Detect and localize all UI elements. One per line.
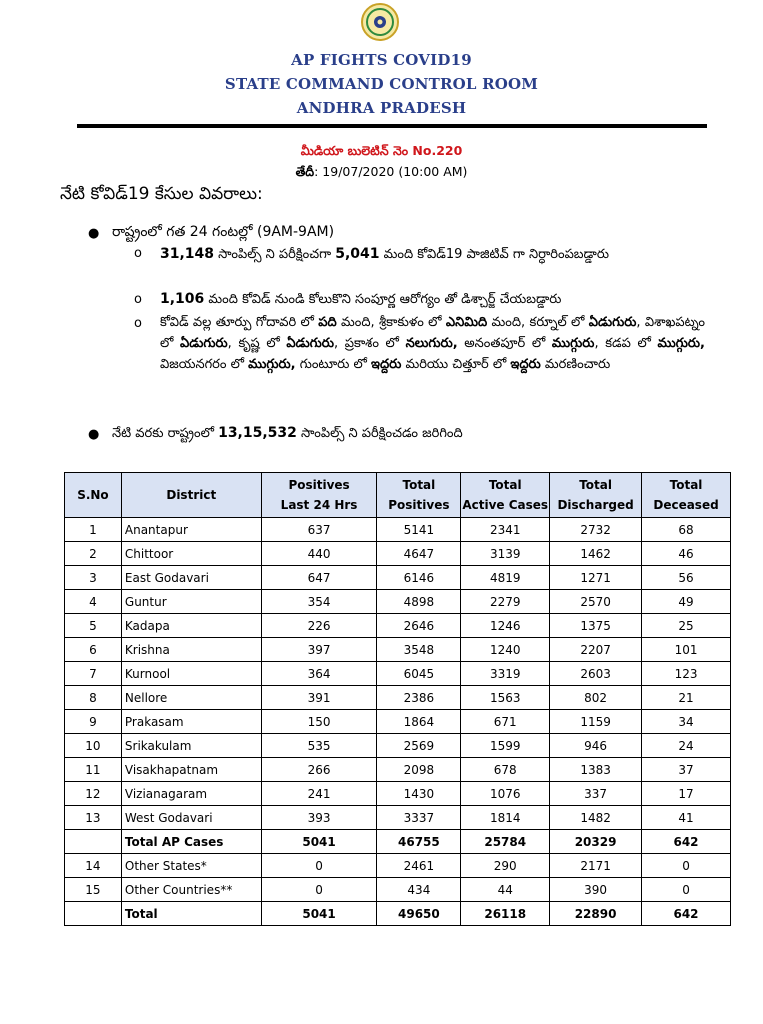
cell-total-positives: 2098: [377, 758, 461, 782]
district-cases-table: [64, 472, 731, 926]
sub-bullet-marker: o: [134, 316, 142, 331]
table-row: [65, 590, 731, 614]
table-row: [65, 830, 731, 854]
cell-active-cases: 4819: [461, 566, 550, 590]
table-row: [65, 638, 731, 662]
cell-active-cases: 678: [461, 758, 550, 782]
cell-deceased: 25: [642, 614, 731, 638]
table-header-row: [65, 473, 731, 518]
cell-sno: [65, 830, 122, 854]
cell-active-cases: 290: [461, 854, 550, 878]
cell-active-cases: 2341: [461, 518, 550, 542]
cell-positives-24h: 0: [261, 854, 377, 878]
cell-sno: 13: [65, 806, 122, 830]
cell-total-positives: 2461: [377, 854, 461, 878]
cell-deceased: 24: [642, 734, 731, 758]
cell-total-positives: 434: [377, 878, 461, 902]
table-row: [65, 686, 731, 710]
cell-district: Chittoor: [121, 542, 261, 566]
sub-bullet-marker: o: [134, 246, 142, 261]
cell-total-positives: 3548: [377, 638, 461, 662]
table-row: [65, 542, 731, 566]
table-row: [65, 710, 731, 734]
cell-positives-24h: 150: [261, 710, 377, 734]
cell-active-cases: 1599: [461, 734, 550, 758]
cell-district: Visakhapatnam: [121, 758, 261, 782]
cell-positives-24h: 266: [261, 758, 377, 782]
cell-sno: 1: [65, 518, 122, 542]
ap-state-emblem-icon: [360, 2, 400, 42]
sub-bullet-marker: o: [134, 292, 142, 307]
cell-discharged: 2171: [550, 854, 642, 878]
cell-deceased: 123: [642, 662, 731, 686]
date-label: తేదీ: [295, 164, 315, 179]
col-header-deceased: Total Deceased: [642, 473, 731, 518]
cell-total-positives: 2386: [377, 686, 461, 710]
cell-sno: 11: [65, 758, 122, 782]
cell-deceased: 37: [642, 758, 731, 782]
cell-active-cases: 1076: [461, 782, 550, 806]
cell-total-positives: 2646: [377, 614, 461, 638]
bullet-1-intro: రాష్ట్రంలో గత 24 గంటల్లో (9AM-9AM): [112, 224, 335, 240]
cell-sno: 10: [65, 734, 122, 758]
cell-deceased: 101: [642, 638, 731, 662]
cell-district: Other States*: [121, 854, 261, 878]
cell-positives-24h: 226: [261, 614, 377, 638]
table-row: [65, 878, 731, 902]
sub-bullet-3: కోవిడ్ వల్ల తూర్పు గోదావరి లో పది మంది, శ్రీకాకుళం లో ఎనిమిది మంది, కర్నూల్ లో ఏడుగురు, విశాఖపట్నం లో ఏడుగురు, కృష్ణ లో ఏడుగురు, ప్రకాశం లో నలుగురు, అనంతపూర్ లో ముగ్గురు, కడప లో ముగ్గురు, విజయనగరం లో ముగ్గురు, గుంటూరు లో ఇద్దరు మరియు చిత్తూర్ లో ఇద్దరు మరణించారు: [160, 315, 706, 372]
cell-sno: 5: [65, 614, 122, 638]
cell-active-cases: 671: [461, 710, 550, 734]
cell-sno: 2: [65, 542, 122, 566]
cell-active-cases: 3319: [461, 662, 550, 686]
cell-discharged: 2732: [550, 518, 642, 542]
cell-positives-24h: 637: [261, 518, 377, 542]
bullet-marker: ●: [88, 226, 100, 241]
cell-sno: [65, 902, 122, 926]
cell-sno: 9: [65, 710, 122, 734]
cell-positives-24h: 5041: [261, 830, 377, 854]
cell-total-positives: 5141: [377, 518, 461, 542]
date-value: : 19/07/2020 (10:00 AM): [314, 164, 468, 179]
cell-discharged: 337: [550, 782, 642, 806]
cell-positives-24h: 440: [261, 542, 377, 566]
cell-active-cases: 1563: [461, 686, 550, 710]
col-header-discharged: Total Discharged: [550, 473, 642, 518]
col-header-active-cases: Total Active Cases: [461, 473, 550, 518]
bullet-marker: ●: [88, 427, 100, 442]
cell-district: Anantapur: [121, 518, 261, 542]
table-row: [65, 806, 731, 830]
cell-deceased: 46: [642, 542, 731, 566]
cell-active-cases: 1246: [461, 614, 550, 638]
sub-bullet-2: 1,106 మంది కోవిడ్ నుండి కోలుకొని సంపూర్ణ ఆరోగ్యం తో డిశ్చార్జ్ చేయబడ్డారు: [160, 291, 562, 307]
cell-positives-24h: 241: [261, 782, 377, 806]
header-line-2: STATE COMMAND CONTROL ROOM: [224, 75, 539, 93]
cell-total-positives: 3337: [377, 806, 461, 830]
cell-district: East Godavari: [121, 566, 261, 590]
cell-deceased: 21: [642, 686, 731, 710]
cell-active-cases: 2279: [461, 590, 550, 614]
bulletin-number: మీడియా బులెటిన్ నెం No.220: [300, 143, 463, 158]
cell-active-cases: 1814: [461, 806, 550, 830]
cell-discharged: 1375: [550, 614, 642, 638]
col-header-district: District: [121, 473, 261, 518]
cell-district: Vizianagaram: [121, 782, 261, 806]
cell-positives-24h: 5041: [261, 902, 377, 926]
cell-active-cases: 25784: [461, 830, 550, 854]
cell-discharged: 1159: [550, 710, 642, 734]
cell-sno: 14: [65, 854, 122, 878]
cell-positives-24h: 647: [261, 566, 377, 590]
cell-total-positives: 6146: [377, 566, 461, 590]
table-row: [65, 518, 731, 542]
cell-deceased: 0: [642, 878, 731, 902]
cell-sno: 7: [65, 662, 122, 686]
header-line-3: ANDHRA PRADESH: [296, 99, 467, 117]
cell-district: Guntur: [121, 590, 261, 614]
cell-deceased: 41: [642, 806, 731, 830]
cell-district: Prakasam: [121, 710, 261, 734]
table-row: [65, 758, 731, 782]
cell-deceased: 34: [642, 710, 731, 734]
cell-active-cases: 1240: [461, 638, 550, 662]
col-header-positives-24h: Positives Last 24 Hrs: [261, 473, 377, 518]
cell-total-positives: 1430: [377, 782, 461, 806]
table-row: [65, 566, 731, 590]
cell-discharged: 390: [550, 878, 642, 902]
cell-district: Kurnool: [121, 662, 261, 686]
cell-active-cases: 26118: [461, 902, 550, 926]
cell-sno: 12: [65, 782, 122, 806]
cell-discharged: 1462: [550, 542, 642, 566]
cell-sno: 15: [65, 878, 122, 902]
cell-discharged: 2570: [550, 590, 642, 614]
cell-discharged: 2207: [550, 638, 642, 662]
table-row: [65, 854, 731, 878]
cell-deceased: 0: [642, 854, 731, 878]
cell-district: Total: [121, 902, 261, 926]
cell-sno: 3: [65, 566, 122, 590]
cell-positives-24h: 393: [261, 806, 377, 830]
cell-total-positives: 4647: [377, 542, 461, 566]
cell-positives-24h: 391: [261, 686, 377, 710]
cell-sno: 4: [65, 590, 122, 614]
bulletin-date: [0, 164, 763, 183]
cell-district: Total AP Cases: [121, 830, 261, 854]
cell-discharged: 20329: [550, 830, 642, 854]
cell-discharged: 802: [550, 686, 642, 710]
cell-total-positives: 1864: [377, 710, 461, 734]
cell-active-cases: 44: [461, 878, 550, 902]
cell-total-positives: 6045: [377, 662, 461, 686]
table-row: [65, 734, 731, 758]
cell-discharged: 22890: [550, 902, 642, 926]
cell-positives-24h: 535: [261, 734, 377, 758]
cell-discharged: 1482: [550, 806, 642, 830]
cell-deceased: 49: [642, 590, 731, 614]
cell-deceased: 642: [642, 830, 731, 854]
cell-district: Kadapa: [121, 614, 261, 638]
cell-discharged: 1383: [550, 758, 642, 782]
cell-sno: 6: [65, 638, 122, 662]
cell-positives-24h: 354: [261, 590, 377, 614]
col-header-total-positives: Total Positives: [377, 473, 461, 518]
cell-district: Other Countries**: [121, 878, 261, 902]
cell-deceased: 642: [642, 902, 731, 926]
table-row: [65, 662, 731, 686]
table-row: [65, 614, 731, 638]
cell-discharged: 946: [550, 734, 642, 758]
cell-total-positives: 46755: [377, 830, 461, 854]
cell-positives-24h: 397: [261, 638, 377, 662]
cell-discharged: 2603: [550, 662, 642, 686]
cell-district: West Godavari: [121, 806, 261, 830]
cell-sno: 8: [65, 686, 122, 710]
cell-deceased: 56: [642, 566, 731, 590]
cell-district: Nellore: [121, 686, 261, 710]
table-row: [65, 902, 731, 926]
cell-district: Krishna: [121, 638, 261, 662]
cell-total-positives: 49650: [377, 902, 461, 926]
header-rule: [77, 124, 707, 128]
cell-positives-24h: 364: [261, 662, 377, 686]
cell-deceased: 17: [642, 782, 731, 806]
cell-discharged: 1271: [550, 566, 642, 590]
bullet-2: నేటి వరకు రాష్ట్రంలో 13,15,532 సాంపిల్స్ ని పరీక్షించడం జరిగింది: [112, 425, 463, 441]
cell-positives-24h: 0: [261, 878, 377, 902]
cell-district: Srikakulam: [121, 734, 261, 758]
cell-total-positives: 2569: [377, 734, 461, 758]
section-title: నేటి కోవిడ్19 కేసుల వివరాలు:: [60, 184, 263, 204]
cell-active-cases: 3139: [461, 542, 550, 566]
header-line-1: AP FIGHTS COVID19: [291, 51, 472, 69]
cell-total-positives: 4898: [377, 590, 461, 614]
table-row: [65, 782, 731, 806]
col-header-sno: S.No: [65, 473, 122, 518]
cell-deceased: 68: [642, 518, 731, 542]
sub-bullet-1: 31,148 సాంపిల్స్ ని పరీక్షించగా 5,041 మంది కోవిడ్19 పాజిటివ్ గా నిర్ధారింపబడ్డారు: [160, 246, 610, 262]
